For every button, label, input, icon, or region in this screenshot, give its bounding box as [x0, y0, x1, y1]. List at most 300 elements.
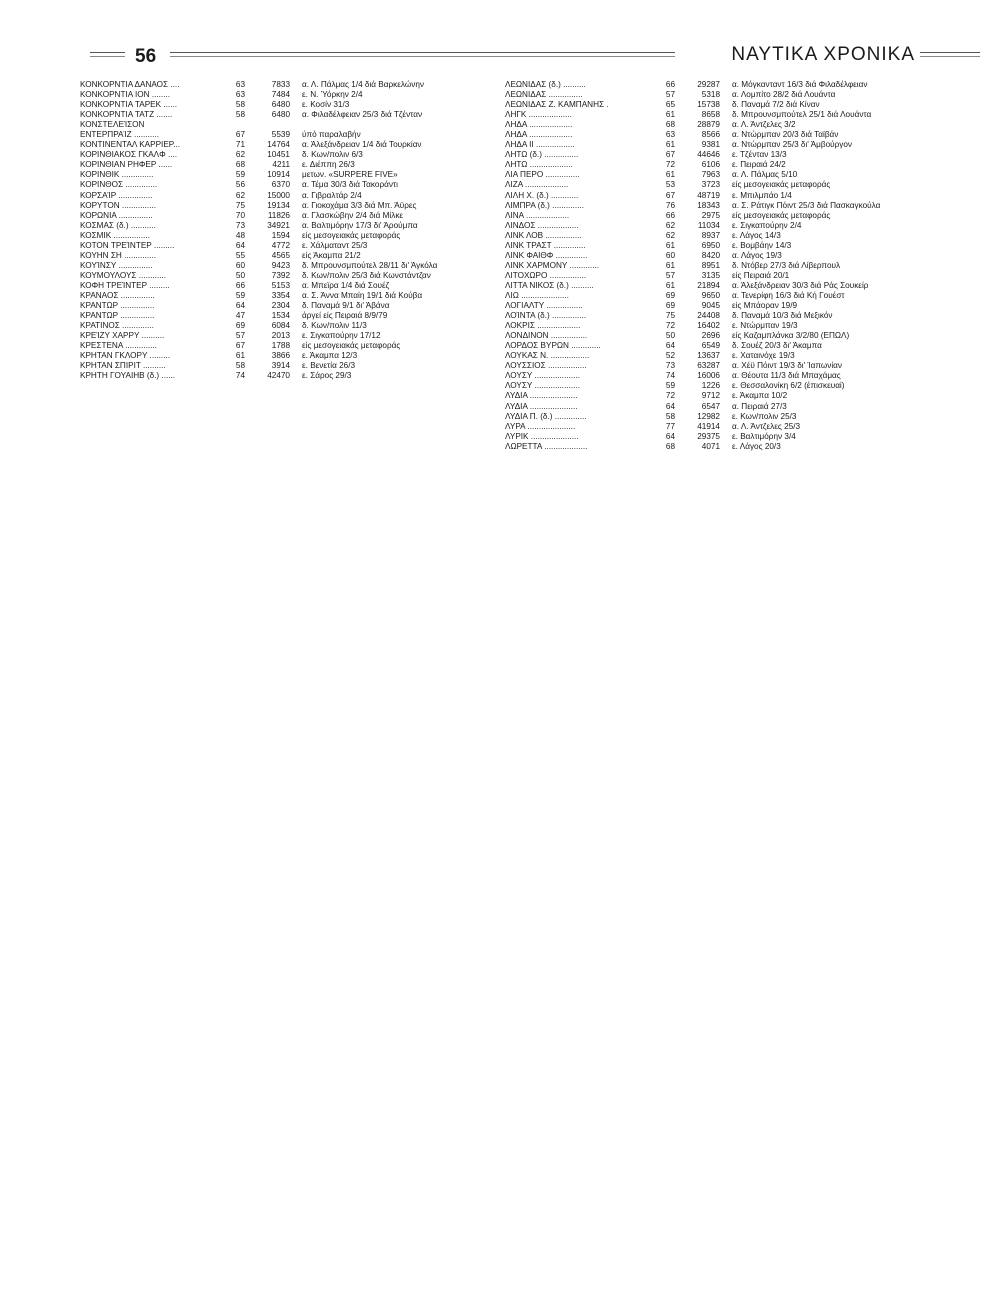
- ship-name: ΚΡΑΝΤΩΡ ...............: [80, 311, 155, 321]
- tonnage: 5153: [271, 280, 290, 290]
- position-destination: α. Λάγος 19/3: [732, 250, 782, 260]
- build-year: 53: [665, 180, 675, 190]
- position-destination: ε. Κοσίν 31/3: [302, 100, 350, 110]
- position-destination: ε. Σάρος 29/3: [302, 371, 352, 381]
- position-destination: ε. Άκαμπα 12/3: [302, 351, 358, 361]
- ship-row: [505, 281, 987, 291]
- tonnage: 8420: [701, 250, 720, 260]
- tonnage: 2304: [271, 301, 290, 311]
- position-destination: είς Μπάοραν 19/9: [732, 301, 798, 311]
- build-year: 69: [665, 301, 675, 311]
- tonnage: 34921: [267, 220, 290, 230]
- tonnage: 16006: [697, 371, 720, 381]
- build-year: 69: [235, 321, 245, 331]
- position-destination: α. Θέουτα 11/3 διά Μπαχάμας: [732, 371, 841, 381]
- build-year: 60: [665, 250, 675, 260]
- ship-name: ΛΙΝΚ ΦΑΙΘΦ ..............: [505, 250, 588, 260]
- ship-name: ΚΡΕΊΖΥ ΧΑΡΡΥ ..........: [80, 331, 165, 341]
- build-year: 66: [235, 280, 245, 290]
- build-year: 58: [665, 411, 675, 421]
- ship-row: [80, 191, 547, 201]
- tonnage: 4565: [271, 250, 290, 260]
- ship-name: ΚΟΥΊΝΣΥ ...............: [80, 260, 153, 270]
- ship-row: [505, 251, 987, 261]
- tonnage: 41914: [697, 421, 720, 431]
- ship-name: ΚΟΝΚΟΡΝΤΙΑ ΔΑΝΑΟΣ ....: [80, 80, 180, 89]
- ship-name: ΛΙΝΔΟΣ ..................: [505, 220, 579, 230]
- ship-name: ΛΟΥΣΣΙΟΣ .................: [505, 361, 587, 371]
- ship-name: ΚΟΡΥΤΟΝ ...............: [80, 200, 157, 210]
- ship-row: [80, 361, 547, 371]
- ship-row: [505, 291, 987, 301]
- position-destination: ε. Ντώρμπαν 19/3: [732, 321, 798, 331]
- ship-row: [80, 211, 547, 221]
- build-year: 65: [665, 100, 675, 110]
- ship-name: ΚΟΡΣΑΊΡ ...............: [80, 190, 153, 200]
- tonnage: 9381: [701, 140, 720, 150]
- position-destination: δ. Μπρουνσμπούτελ 25/1 διά Λουάντα: [732, 110, 872, 120]
- build-year: 71: [235, 140, 245, 150]
- tonnage: 11034: [697, 220, 720, 230]
- position-destination: α. Λ. Άντζελες 25/3: [732, 421, 801, 431]
- position-destination: ε. Άκαμπα 10/2: [732, 391, 788, 401]
- tonnage: 12982: [697, 411, 720, 421]
- ship-name: ΛΥΔΙΑ Π. (δ.) ..............: [505, 411, 587, 421]
- ship-row: [80, 231, 547, 241]
- position-destination: α. Ντώρμπαν 25/3 δι' Άμβούργον: [732, 140, 853, 150]
- build-year: 69: [665, 290, 675, 300]
- ship-name: ΛΩΡΕΤΤΑ ...................: [505, 441, 588, 451]
- ship-row: [80, 251, 547, 261]
- tonnage: 5539: [271, 130, 290, 140]
- ship-row: [505, 331, 987, 341]
- position-destination: δ. Σουέζ 20/3 δι' Άκαμπα: [732, 341, 822, 351]
- header-rule-center: [170, 52, 675, 53]
- ship-row: [80, 371, 547, 381]
- tonnage: 21894: [697, 280, 720, 290]
- ship-name: ΚΟΝΤΙΝΕΝΤΑΛ ΚΑΡΡΙΕΡ...: [80, 140, 181, 150]
- ship-name: ΚΟΝΚΟΡΝΤΙΑ ΙΟΝ ........: [80, 90, 171, 100]
- position-destination: α. Λομπίτο 28/2 διά Λουάντα: [732, 90, 836, 100]
- tonnage: 1534: [271, 311, 290, 321]
- position-destination: α. Τενερίφη 16/3 διά Κή Γουέστ: [732, 290, 845, 300]
- ship-row: [505, 140, 987, 150]
- tonnage: 6084: [271, 321, 290, 331]
- build-year: 62: [665, 230, 675, 240]
- build-year: 61: [235, 351, 245, 361]
- build-year: 47: [235, 311, 245, 321]
- tonnage: 8566: [701, 130, 720, 140]
- position-destination: είς μεσογειακάς μεταφοράς: [302, 341, 401, 351]
- build-year: 64: [665, 431, 675, 441]
- build-year: 58: [235, 100, 245, 110]
- build-year: 68: [235, 160, 245, 170]
- build-year: 63: [235, 80, 245, 89]
- tonnage: 9045: [701, 301, 720, 311]
- build-year: 75: [665, 311, 675, 321]
- tonnage: 6950: [701, 240, 720, 250]
- ship-row: [505, 211, 987, 221]
- ship-name: ΛΟΡΔΟΣ ΒΥΡΩΝ .............: [505, 341, 601, 351]
- ship-row: [505, 271, 987, 281]
- ship-name: ΚΟΡΙΝΘΙΑΚΟΣ ΓΚΑΛΦ ....: [80, 150, 178, 160]
- build-year: 66: [665, 80, 675, 89]
- build-year: 56: [235, 180, 245, 190]
- tonnage: 2696: [701, 331, 720, 341]
- build-year: 61: [665, 280, 675, 290]
- ship-name: ΛΟΥΣΥ ....................: [505, 381, 581, 391]
- ship-name: ΚΟΡΩΝΙΑ ...............: [80, 210, 153, 220]
- tonnage: 8951: [701, 260, 720, 270]
- ship-row: [505, 120, 987, 130]
- ship-row: [505, 432, 987, 442]
- build-year: 60: [235, 260, 245, 270]
- ship-row: [80, 120, 547, 130]
- build-year: 61: [665, 140, 675, 150]
- ship-name: ΛΙΑ ΠΕΡΟ ...............: [505, 170, 580, 180]
- ship-row: [505, 321, 987, 331]
- position-destination: ε. Πειραιά 24/2: [732, 160, 786, 170]
- position-destination: είς μεσογειακάς μεταφοράς: [302, 230, 401, 240]
- tonnage: 2013: [271, 331, 290, 341]
- tonnage: 3866: [271, 351, 290, 361]
- ship-name: ΚΟΝΚΟΡΝΤΙΑ ΤΑΤΖ .......: [80, 110, 173, 120]
- position-destination: ε. Κων/πολιν 25/3: [732, 411, 797, 421]
- build-year: 67: [665, 190, 675, 200]
- position-destination: δ. Παναμά 7/2 διά Κίναν: [732, 100, 820, 110]
- ship-name: ΚΡΗΤΑΝ ΓΚΛΟΡΥ .........: [80, 351, 171, 361]
- tonnage: 6480: [271, 100, 290, 110]
- ship-row: [505, 391, 987, 401]
- ship-name: ΛΙΤΤΑ ΝΙΚΟΣ (δ.) ..........: [505, 280, 594, 290]
- ship-row: [80, 351, 547, 361]
- tonnage: 9423: [271, 260, 290, 270]
- tonnage: 7963: [701, 170, 720, 180]
- tonnage: 6370: [271, 180, 290, 190]
- ship-name: ΛΥΔΙΑ .....................: [505, 401, 578, 411]
- tonnage: 44646: [697, 150, 720, 160]
- tonnage: 3135: [701, 270, 720, 280]
- ship-name: ΛΥΡΙΚ .....................: [505, 431, 579, 441]
- tonnage: 1226: [701, 381, 720, 391]
- build-year: 64: [665, 401, 675, 411]
- tonnage: 42470: [267, 371, 290, 381]
- build-year: 77: [665, 421, 675, 431]
- ship-row: [505, 170, 987, 180]
- ship-name: ΛΙΤΟΧΩΡΟ ................: [505, 270, 587, 280]
- build-year: 48: [235, 230, 245, 240]
- ship-row: [505, 361, 987, 371]
- tonnage: 6480: [271, 110, 290, 120]
- ship-name: ΚΡΗΤΑΝ ΣΠΙΡΙΤ ..........: [80, 361, 166, 371]
- ship-row: [80, 80, 547, 90]
- tonnage: 7392: [271, 270, 290, 280]
- ship-row: [80, 90, 547, 100]
- ship-name: ΛΙΛΗ Χ. (δ.) ............: [505, 190, 579, 200]
- position-destination: δ. Ντόβερ 27/3 διά Λίβερπουλ: [732, 260, 841, 270]
- ship-row: [505, 100, 987, 110]
- position-destination: ε. Βομβάην 14/3: [732, 240, 792, 250]
- build-year: 62: [235, 150, 245, 160]
- ship-name: ΛΗΤΩ (δ.) ...............: [505, 150, 579, 160]
- ship-row: [505, 90, 987, 100]
- tonnage: 11826: [267, 210, 290, 220]
- build-year: 74: [235, 371, 245, 381]
- ship-row: [80, 160, 547, 170]
- ship-name: ΚΟΡΙΝΘΙΑΝ ΡΗΦΕΡ ......: [80, 160, 173, 170]
- ship-row: [80, 341, 547, 351]
- position-destination: είς μεσογειακάς μεταφοράς: [732, 210, 831, 220]
- position-destination: δ. Κων/πολιν 11/3: [302, 321, 367, 331]
- build-year: 74: [665, 371, 675, 381]
- ship-row: [80, 321, 547, 331]
- position-destination: α. Τέμα 30/3 διά Τακοράντι: [302, 180, 398, 190]
- tonnage: 2975: [701, 210, 720, 220]
- ship-name: ΚΟΣΜΑΣ (δ.) ...........: [80, 220, 156, 230]
- build-year: 63: [665, 130, 675, 140]
- ship-row: [505, 402, 987, 412]
- build-year: 67: [665, 150, 675, 160]
- tonnage: 28879: [697, 120, 720, 130]
- ship-row: [505, 221, 987, 231]
- ship-name: ΛΗΔΑ ΙΙ .................: [505, 140, 575, 150]
- ship-name: ΛΗΤΩ ...................: [505, 160, 573, 170]
- ship-name: ΛΟΊΝΤΑ (δ.) ...............: [505, 311, 587, 321]
- publication-title: ΝΑΥΤΙΚΑ ΧΡΟΝΙΚΑ: [731, 44, 915, 65]
- build-year: 64: [235, 240, 245, 250]
- ship-row: [505, 180, 987, 190]
- position-destination: α. Μπεϊρα 1/4 διά Σουέζ: [302, 280, 390, 290]
- position-destination: είς μεσογειακάς μεταφοράς: [732, 180, 831, 190]
- tonnage: 3354: [271, 290, 290, 300]
- build-year: 61: [665, 110, 675, 120]
- tonnage: 6549: [701, 341, 720, 351]
- ship-name: ΛΟΚΡΙΣ ...................: [505, 321, 581, 331]
- position-destination: α. Λ. Πάλμας 5/10: [732, 170, 798, 180]
- position-destination: α. Σ. Άννα Μπαίη 19/1 διά Κούβα: [302, 290, 423, 300]
- tonnage: 8937: [701, 230, 720, 240]
- left-column: [80, 80, 547, 381]
- ship-row: [80, 170, 547, 180]
- ship-name: ΚΡΑΝΑΟΣ ...............: [80, 290, 155, 300]
- ship-name: ΚΡΗΤΗ ΓΟΥΑΙΗΒ (δ.) ......: [80, 371, 176, 381]
- position-destination: είς Άκαμπα 21/2: [302, 250, 361, 260]
- ship-row: [80, 140, 547, 150]
- tonnage: 48719: [697, 190, 720, 200]
- ship-name: ΛΗΔΑ ...................: [505, 120, 573, 130]
- build-year: 75: [235, 200, 245, 210]
- position-destination: α. Φιλαδέλφειαν 25/3 διά Τζένταν: [302, 110, 423, 120]
- build-year: 72: [665, 321, 675, 331]
- ship-name: ΛΙΖΑ ...................: [505, 180, 569, 190]
- tonnage: 4211: [272, 160, 290, 170]
- position-destination: α. Γιβραλτάρ 2/4: [302, 190, 362, 200]
- header-rule-left: [90, 52, 125, 53]
- ship-row: [80, 241, 547, 251]
- position-destination: ε. Σιγκαπούρην 2/4: [732, 220, 802, 230]
- ship-name: ΛΙΝΚ ΤΡΑΣΤ ..............: [505, 240, 586, 250]
- build-year: 73: [235, 220, 245, 230]
- position-destination: δ. Κων/πολιν 25/3 διά Κωνστάντζαν: [302, 270, 431, 280]
- ship-name: ΛΙΜΠΡΑ (δ.) ..............: [505, 200, 585, 210]
- ship-name: ΛΗΔΑ ...................: [505, 130, 573, 140]
- build-year: 59: [235, 290, 245, 300]
- tonnage: 29375: [697, 431, 720, 441]
- tonnage: 8658: [701, 110, 720, 120]
- ship-name: ΚΟΤΟΝ ΤΡΕΊΝΤΕΡ .........: [80, 240, 175, 250]
- tonnage: 3723: [701, 180, 720, 190]
- build-year: 50: [235, 270, 245, 280]
- ship-row: [80, 221, 547, 231]
- position-destination: α. Άλεξάνδρειαν 1/4 διά Τουρκίαν: [302, 140, 422, 150]
- header-rule-right-2: [920, 56, 980, 57]
- tonnage: 1788: [271, 341, 290, 351]
- ship-row: [505, 371, 987, 381]
- tonnage: 7833: [271, 80, 290, 89]
- build-year: 64: [665, 341, 675, 351]
- page-number: 56: [135, 46, 157, 67]
- tonnage: 29287: [697, 80, 720, 89]
- position-destination: α. Λ. Πάλμας 1/4 διά Βαρκελώνην: [302, 80, 425, 89]
- ship-name: ΛΙΝΑ ...................: [505, 210, 570, 220]
- ship-name: ΚΟΣΜΙΚ ................: [80, 230, 150, 240]
- position-destination: α. Βαλτιμόρην 17/3 δι' Άρούμπα: [302, 220, 418, 230]
- ship-name: ΛΗΓΚ ...................: [505, 110, 572, 120]
- position-destination: ε. Σιγκαπούρην 17/12: [302, 331, 381, 341]
- build-year: 73: [665, 361, 675, 371]
- build-year: 66: [665, 210, 675, 220]
- ship-name: ΛΙΝΚ ΛΟΒ ................: [505, 230, 582, 240]
- build-year: 52: [665, 351, 675, 361]
- tonnage: 18343: [697, 200, 720, 210]
- ship-name: ΛΥΡΑ .....................: [505, 421, 576, 431]
- build-year: 62: [665, 220, 675, 230]
- build-year: 57: [235, 331, 245, 341]
- tonnage: 1594: [271, 230, 290, 240]
- ship-row: [80, 100, 547, 110]
- build-year: 50: [665, 331, 675, 341]
- ship-row: [80, 281, 547, 291]
- ship-row: [80, 180, 547, 190]
- tonnage: 4071: [701, 441, 720, 451]
- ship-row: [80, 291, 547, 301]
- build-year: 58: [235, 361, 245, 371]
- position-destination: ε. Μπιλμπάο 1/4: [732, 190, 792, 200]
- ship-name: ΚΡΕΣΤΕΝΑ ..............: [80, 341, 157, 351]
- ship-row: [80, 110, 547, 120]
- build-year: 72: [665, 391, 675, 401]
- tonnage: 5318: [701, 90, 720, 100]
- build-year: 63: [235, 90, 245, 100]
- position-destination: α. Γλασκώβην 2/4 διά Μίλκε: [302, 210, 404, 220]
- tonnage: 6547: [701, 401, 720, 411]
- build-year: 62: [235, 190, 245, 200]
- position-destination: είς Καζαμπλάνκα 3/2/80 (ΕΠΩΛ): [732, 331, 850, 341]
- ship-row: [505, 341, 987, 351]
- build-year: 59: [235, 170, 245, 180]
- position-destination: δ. Κων/πολιν 6/3: [302, 150, 363, 160]
- ship-row: [80, 261, 547, 271]
- build-year: 76: [665, 200, 675, 210]
- position-destination: α. Σ. Ράτιγκ Πόιντ 25/3 διά Πασκαγκούλα: [732, 200, 881, 210]
- ship-name: ΛΙΝΚ ΧΑΡΜΟΝΥ .............: [505, 260, 600, 270]
- build-year: 57: [665, 90, 675, 100]
- ship-row: [505, 301, 987, 311]
- build-year: 68: [665, 441, 675, 451]
- position-destination: α. Μόγκανταντ 16/3 διά Φιλαδέλφειαν: [732, 80, 868, 89]
- tonnage: 15738: [697, 100, 720, 110]
- build-year: 72: [665, 160, 675, 170]
- position-destination: α. Λ. Άντζελες 3/2: [732, 120, 796, 130]
- ship-row: [505, 110, 987, 120]
- position-destination: δ. Παναμά 9/1 δι' Άβάνα: [302, 301, 390, 311]
- build-year: 58: [235, 110, 245, 120]
- ship-row: [80, 271, 547, 281]
- ship-row: [505, 422, 987, 432]
- tonnage: 7484: [271, 90, 290, 100]
- position-destination: ε. Χαταινόχε 19/3: [732, 351, 795, 361]
- position-destination: α. Γιοκοχάμα 3/3 διά Μπ. Άϋρες: [302, 200, 417, 210]
- ship-name: ΚΡΑΝΤΩΡ ...............: [80, 301, 155, 311]
- ship-row: [505, 191, 987, 201]
- position-destination: ε. Βενετία 26/3: [302, 361, 356, 371]
- ship-row: [505, 130, 987, 140]
- position-destination: ε. Χάλματαντ 25/3: [302, 240, 368, 250]
- ship-name: ΚΡΑΤΙΝΟΣ ..............: [80, 321, 154, 331]
- ship-name: ΛΕΩΝΙΔΑΣ Ζ. ΚΑΜΠΑΝΗΣ .: [505, 100, 609, 110]
- tonnage: 9712: [701, 391, 720, 401]
- build-year: 55: [235, 250, 245, 260]
- build-year: 59: [665, 381, 675, 391]
- ship-name: ΛΙΩ .....................: [505, 290, 569, 300]
- position-destination: είς Πειραιά 20/1: [732, 270, 790, 280]
- ship-row: [80, 301, 547, 311]
- build-year: 64: [235, 301, 245, 311]
- ship-name: ΛΟΥΚΑΣ Ν. .................: [505, 351, 590, 361]
- tonnage: 19134: [267, 200, 290, 210]
- ship-name: ΚΟΥΗΝ ΣΗ ..............: [80, 250, 156, 260]
- build-year: 61: [665, 240, 675, 250]
- position-destination: δ. Παναμά 10/3 διά Μεξικόν: [732, 311, 833, 321]
- ship-name: ΚΟΡΙΝΘΟΣ ..............: [80, 180, 158, 190]
- build-year: [217, 120, 245, 130]
- ship-row: [505, 150, 987, 160]
- tonnage: 14764: [267, 140, 290, 150]
- ship-row: [80, 331, 547, 341]
- position-destination: δ. Μπρουνσμπούτελ 28/11 δι' Άγκόλα: [302, 260, 438, 270]
- ship-row: [80, 201, 547, 211]
- position-destination: ε. Λάγος 14/3: [732, 230, 781, 240]
- build-year: 57: [665, 270, 675, 280]
- ship-name: ΛΟΓΙΑΛΤΥ ................: [505, 301, 583, 311]
- tonnage: 24408: [697, 311, 720, 321]
- ship-name: ΕΝΤΕΡΠΡΑΊΖ ...........: [80, 130, 159, 140]
- ship-row: [505, 201, 987, 211]
- ship-row: [505, 80, 987, 90]
- ship-row: [505, 351, 987, 361]
- tonnage: 16402: [697, 321, 720, 331]
- build-year: 61: [665, 260, 675, 270]
- position-destination: ε. Θεσσαλονίκη 6/2 (έπισκευαί): [732, 381, 845, 391]
- build-year: 61: [665, 170, 675, 180]
- header-rule-center-2: [170, 56, 675, 57]
- ship-row: [505, 231, 987, 241]
- tonnage: 13637: [697, 351, 720, 361]
- position-destination: ε. Βαλτιμόρην 3/4: [732, 431, 796, 441]
- tonnage: 4772: [271, 240, 290, 250]
- position-destination: ε. Ν. Ύόρκην 2/4: [302, 90, 363, 100]
- position-destination: ε. Τζένταν 13/3: [732, 150, 787, 160]
